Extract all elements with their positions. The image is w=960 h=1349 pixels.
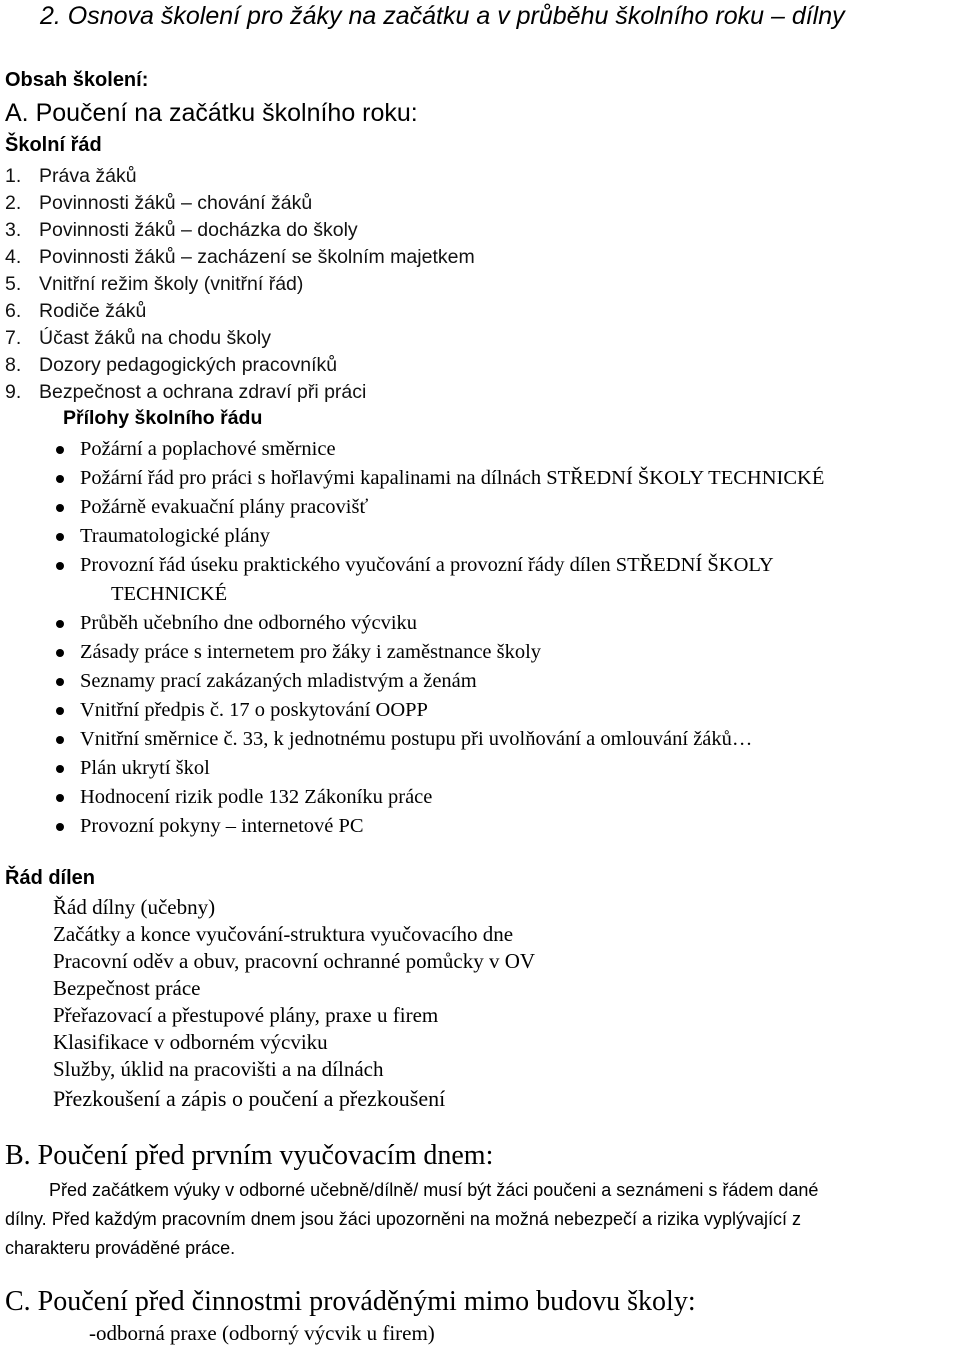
- list-item: Přezkoušení a zápis o poučení a přezkoušení: [53, 1086, 446, 1111]
- list-item: 8. Dozory pedagogických pracovníků: [5, 354, 338, 376]
- list-item: 3. Povinnosti žáků – docházka do školy: [5, 219, 358, 241]
- list-item: Vnitřní předpis č. 17 o poskytování OOPP: [56, 696, 956, 725]
- list-item: Plán ukrytí škol: [56, 754, 956, 783]
- bullet-icon: [56, 620, 64, 628]
- list-item: Traumatologické plány: [56, 522, 956, 551]
- list-item: Služby, úklid na pracovišti a na dílnách: [53, 1057, 384, 1081]
- bullet-icon: [56, 707, 64, 715]
- bullet-icon: [56, 823, 64, 831]
- list-item: Začátky a konce vyučování-struktura vyučovacího dne: [53, 922, 514, 946]
- school-rules-list: [5, 163, 475, 406]
- list-item: Pracovní oděv a obuv, pracovní ochranné pomůcky v OV: [53, 949, 536, 973]
- bullet-icon: [56, 446, 64, 454]
- bullet-icon: [56, 533, 64, 541]
- list-item: Průběh učebního dne odborného výcviku: [56, 609, 956, 638]
- bullet-icon: [56, 765, 64, 773]
- list-item: 1. Práva žáků: [5, 165, 137, 187]
- list-item: Přeřazovací a přestupové plány, praxe u firem: [53, 1003, 439, 1027]
- list-item: Hodnocení rizik podle 132 Zákoníku práce: [56, 783, 956, 812]
- bullet-icon: [56, 649, 64, 657]
- list-item: 4. Povinnosti žáků – zacházení se školním majetkem: [5, 246, 475, 268]
- attachments-title: Přílohy školního řádu: [63, 407, 263, 429]
- list-item: Seznamy prací zakázaných mladistvým a ženám: [56, 667, 956, 696]
- list-item: Požární a poplachové směrnice: [56, 435, 956, 464]
- list-item: Řád dílny (učebny): [53, 895, 216, 919]
- school-rules-label: Školní řád: [5, 134, 102, 156]
- workshop-rules-label: Řád dílen: [5, 867, 96, 889]
- list-item: 2. Povinnosti žáků – chování žáků: [5, 192, 313, 214]
- bullet-icon: [56, 475, 64, 483]
- list-item: Požárně evakuační plány pracovišť: [56, 493, 956, 522]
- bullet-icon: [56, 562, 64, 570]
- list-item: Klasifikace v odborném výcviku: [53, 1030, 328, 1054]
- bullet-icon: [56, 794, 64, 802]
- content-label: Obsah školení:: [5, 69, 149, 91]
- list-item: 9. Bezpečnost a ochrana zdraví při práci: [5, 381, 367, 403]
- attachments-list: [56, 435, 956, 841]
- section-c-item: -odborná praxe (odborný výcvik u firem): [89, 1321, 435, 1345]
- workshop-rules-list: [53, 894, 535, 1113]
- section-b-heading: B. Poučení před prvním vyučovacím dnem:: [5, 1140, 494, 1171]
- list-item: Bezpečnost práce: [53, 976, 201, 1000]
- list-item: Požární řád pro práci s hořlavými kapalinami na dílnách STŘEDNÍ ŠKOLY TECHNICKÉ: [56, 464, 956, 493]
- list-item: Provozní pokyny – internetové PC: [56, 812, 956, 841]
- document-heading: 2. Osnova školení pro žáky na začátku a v průběhu školního roku – dílny: [40, 2, 845, 30]
- list-item: 5. Vnitřní režim školy (vnitřní řád): [5, 273, 304, 295]
- list-item: 7. Účast žáků na chodu školy: [5, 327, 271, 349]
- bullet-icon: [56, 736, 64, 744]
- bullet-icon: [56, 504, 64, 512]
- list-item: 6. Rodiče žáků: [5, 300, 147, 322]
- list-item: Provozní řád úseku praktického vyučování a provozní řády dílen STŘEDNÍ ŠKOLY TECHNICKÉ: [56, 551, 956, 609]
- list-item: Zásady práce s internetem pro žáky i zaměstnance školy: [56, 638, 956, 667]
- section-a-heading: A. Poučení na začátku školního roku:: [5, 99, 418, 127]
- bullet-icon: [56, 678, 64, 686]
- list-item: Vnitřní směrnice č. 33, k jednotnému postupu při uvolňování a omlouvání žáků…: [56, 725, 956, 754]
- section-c-heading: C. Poučení před činnostmi prováděnými mimo budovu školy:: [5, 1286, 696, 1317]
- section-b-paragraph: Před začátkem výuky v odborné učebně/dílně/ musí být žáci poučeni a seznámeni s řádem dané dílny. Před každým pracovním dnem jsou žáci upozorněni na možná nebezpečí a rizika vyplývající z charakteru prováděné práce.: [5, 1180, 819, 1258]
